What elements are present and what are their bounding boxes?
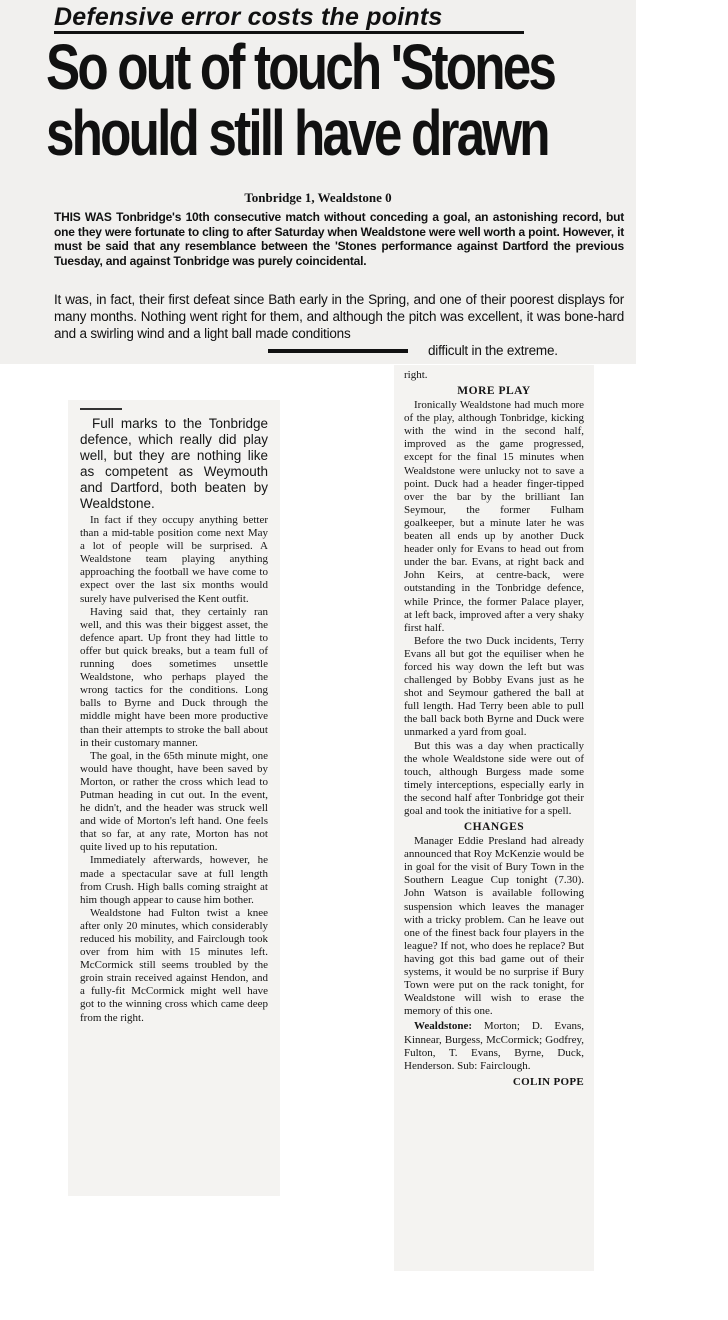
- team-label: Wealdstone:: [414, 1020, 473, 1033]
- team-list: Morton; D. Evans, Kinnear, Burgess, McCormick; Godfrey, Fulton, T. Evans, Byrne, Duck, Henderson. Sub: Fairclough.: [404, 1020, 585, 1072]
- headline-clipping: [0, 0, 636, 364]
- match-result: Tonbridge 1, Wealdstone 0: [244, 190, 392, 205]
- column2-paragraph: But this was a day when practically the whole Wealdstone side were out of touch, although Burgess made some timely interceptions, especially early in the second half after Tonbridge got their goal and took the initiative for a spell.: [404, 739, 584, 817]
- headline-line-1: So out of touch 'Stones: [46, 31, 555, 103]
- lead-last-line: difficult in the extreme.: [428, 343, 558, 358]
- column1-paragraph: Wealdstone had Fulton twist a knee after only 20 minutes, which considerably reduced his mobility, and Fairclough took over from him with 15 minutes left. McCormick still seems troubled by the groin strain received against Hendon, and a fully-fit McCormick might well have got to the winning cross which came deep from the right.: [80, 906, 268, 1024]
- divider-rule: [268, 349, 408, 353]
- column1-paragraph: Immediately afterwards, however, he made a spectacular save at full length from Crush. High balls coming straight at him though appear to cause him bother.: [80, 854, 268, 906]
- column2-paragraph: Before the two Duck incidents, Terry Evans all but got the equiliser when he forced his way down the left but was challenged by Bobby Evans just as he shot and Seymour gathered the ball at full length. Had Terry been able to pull the ball back both Byrne and Duck were unmarked a yard from goal.: [404, 634, 584, 739]
- column1-paragraph: The goal, in the 65th minute might, one would have thought, have been saved by Morton, or rather the cross which lead to Putman heading in cut out. In the event, he didn't, and the header was struck well and wide of Morton's left hand. One feels that so far, at any rate, Morton has not quite lived up to his reputation.: [80, 749, 268, 854]
- column2-paragraph: Manager Eddie Presland had already announced that Roy McKenzie would be in goal for the visit of Bury Town in the Southern League Cup tonight (7.30). John Watson is available following suspension which leaves the manager with a tricky problem. Can he leave out one of the finest back four players in the league? If not, who does he replace? But having got this bad game out of their systems, it would be no surprise if Bury Town were put on the rack tonight, for Wealdstone will wish to erase the memory of this one.: [404, 835, 584, 1018]
- headline-line-2: should still have drawn: [46, 97, 548, 169]
- column2-paragraph: Ironically Wealdstone had much more of the play, although Tonbridge, kicking with the wind in the second half, improved as the game progressed, except for the final 15 minutes when Wealdstone were unlucky not to save a point. Duck had a header finger-tipped over the bar by the brilliant Ian Seymour, the former Fulham goalkeeper, but a minute later he was beaten all ends up by another Duck header only for Evans to head out from under the bar. Evans, at right back and John Keirs, at centre-back, were outstanding in the Tonbridge defence, while Prince, the former Palace player, at left back, improved after a very shaky first half.: [404, 399, 584, 634]
- subhead-changes: CHANGES: [463, 821, 525, 834]
- column1-paragraph: Having said that, they certainly ran well, and this was their biggest asset, the defence apart. Up front they had little to offer but quick breaks, but a team full of running does sometimes unsettle Wealdstone, who perhaps played the wrong tactics for the conditions. Long balls to Byrne and Duck through the middle might have been more productive than their attempts to stroke the ball about in their customary manner.: [80, 605, 268, 749]
- subhead-more-play: MORE PLAY: [457, 385, 531, 398]
- column-rule: [80, 408, 122, 410]
- article-column-2: [394, 365, 594, 1271]
- kicker-headline: Defensive error costs the points: [54, 3, 443, 31]
- main-headline: [46, 31, 555, 169]
- standfirst-paragraph: THIS WAS Tonbridge's 10th consecutive match without conceding a goal, an astonishing record, but one they were fortunate to cling to after Saturday when Wealdstone were well worth a point. However, it must be said that any resemblance between the 'Stones performance against Dartford the previous Tuesday, and against Tonbridge was purely coincidental.: [54, 210, 624, 268]
- lead-main-text: It was, in fact, their first defeat since Bath early in the Spring, and one of their poorest displays for many months. Nothing went right for them, and although the pitch was excellent, it was bone-hard and a swirling wind and a light ball made conditions: [54, 292, 624, 341]
- team-lineup: [404, 1020, 584, 1072]
- column1-paragraph: In fact if they occupy anything better than a mid-table position come next May a lot of people will be surprised. A Wealdstone team playing anything approaching the football we have come to expect over the last six months would surely have pulverised the Kent outfit.: [80, 514, 268, 605]
- lead-paragraph: [54, 291, 624, 358]
- column1-intro: Full marks to the Tonbridge defence, which really did play well, but they are nothing like as competent as Weymouth and Dartford, both beaten by Wealdstone.: [80, 416, 268, 511]
- column2-carry-over: right.: [404, 369, 428, 381]
- article-column-1: [68, 400, 280, 1196]
- byline: COLIN POPE: [512, 1075, 584, 1088]
